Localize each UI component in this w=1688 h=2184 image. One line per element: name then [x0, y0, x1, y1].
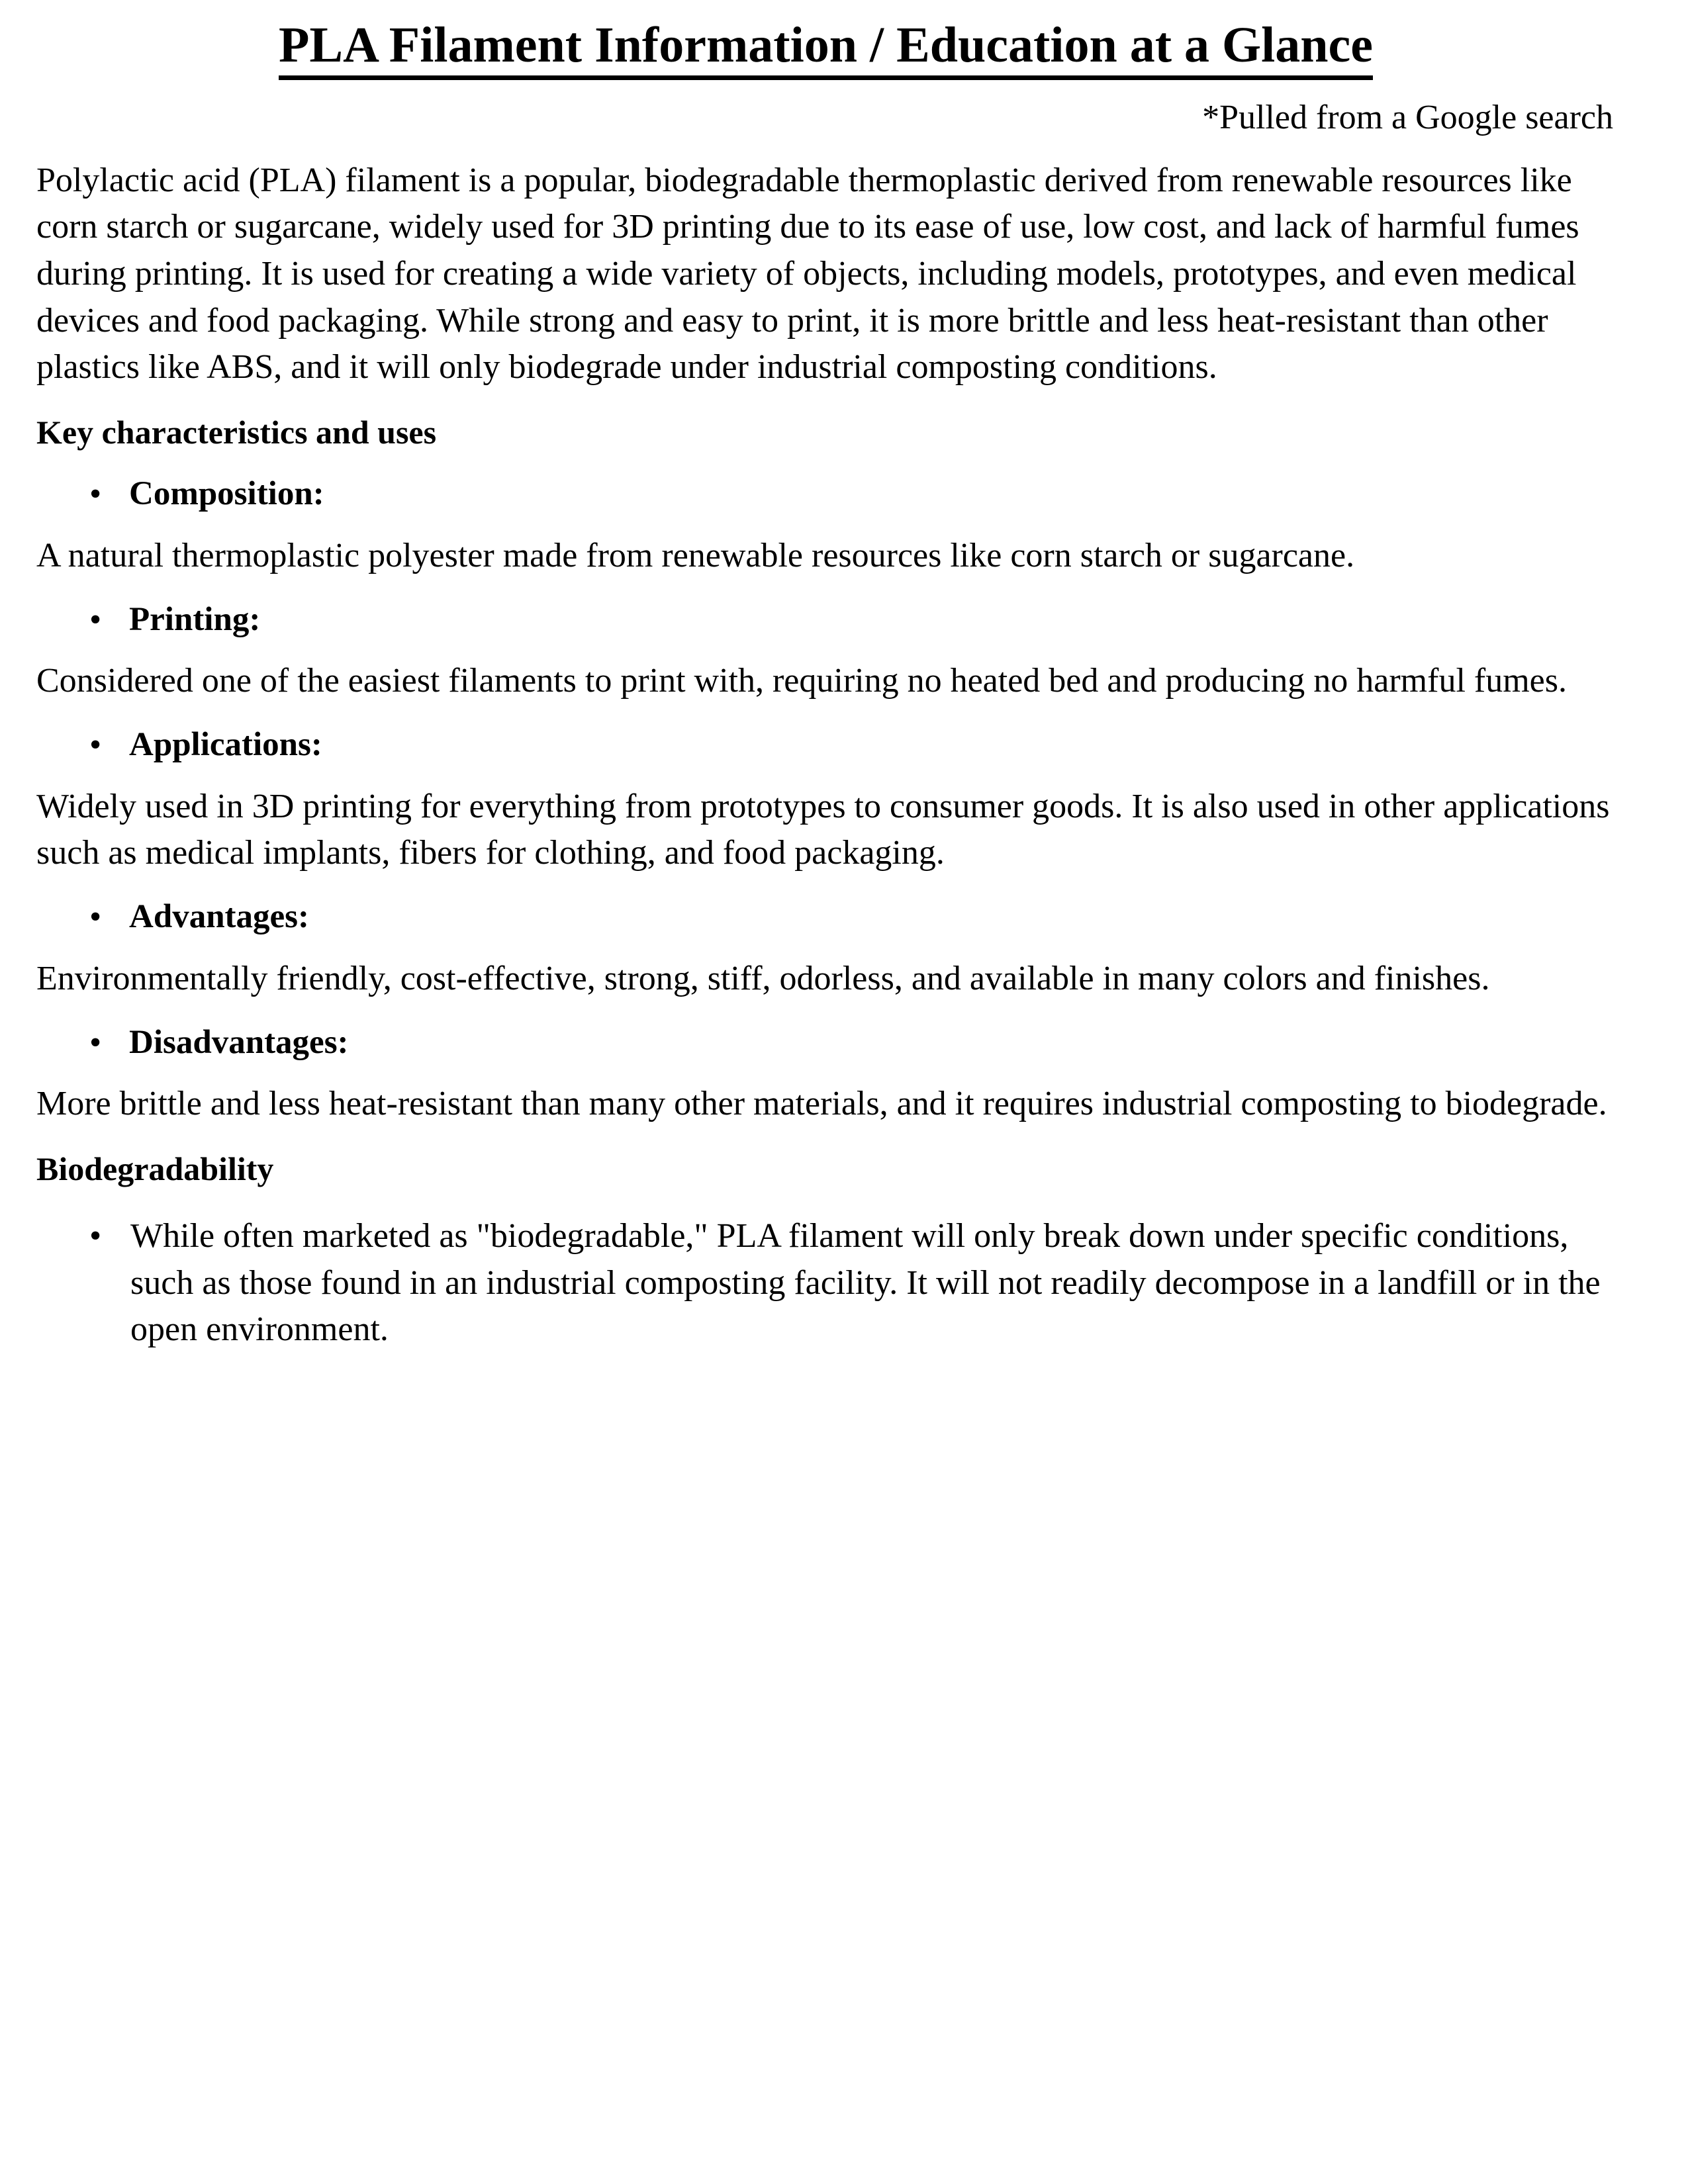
list-item-label: Advantages: [129, 898, 310, 936]
bullet-icon: • [89, 1023, 102, 1062]
bullet-icon: • [89, 600, 102, 639]
page-title [36, 0, 1615, 73]
list-item-body: Environmentally friendly, cost-effective, strong, stiff, odorless, and available in many colors and finishes. [36, 959, 1490, 997]
list-item-label: Printing: [129, 600, 261, 638]
list-item-body: While often marketed as "biodegradable," PLA filament will only break down under specific conditions, such as those found in an industrial composting facility. It will not readily decompose in a landfill or in the open environment. [130, 1217, 1601, 1349]
section-heading-biodegradability: Biodegradability [36, 1150, 274, 1187]
list-item [36, 877, 1615, 941]
list-item [36, 1191, 1615, 1353]
section-heading-key-characteristics: Key characteristics and uses [36, 414, 437, 451]
list-item [36, 580, 1615, 644]
bullet-icon: • [89, 475, 102, 514]
list-item-label: Disadvantages: [129, 1023, 349, 1061]
source-note: *Pulled from a Google search [1202, 99, 1613, 137]
intro-paragraph: Polylactic acid (PLA) filament is a popular, biodegradable thermoplastic derived from renewable resources like corn starch or sugarcane, widely used for 3D printing due to its ease of use, low cost, and lack of harmful fumes during printing. It is used for creating a wide variety of objects, including models, prototypes, and even medical devices and food packaging. While strong and easy to print, it is more brittle and less heat-resistant than other plastics like ABS, and it will only biodegrade under industrial composting conditions. [36, 161, 1579, 387]
list-item-label: Applications: [129, 725, 322, 763]
list-item-body: A natural thermoplastic polyester made from renewable resources like corn starch or sugarcane. [36, 536, 1355, 574]
list-item-body: Widely used in 3D printing for everything from prototypes to consumer goods. It is also used in other applications such as medical implants, fibers for clothing, and food packaging. [36, 787, 1610, 872]
bullet-icon: • [89, 1217, 102, 1255]
list-item [36, 1003, 1615, 1067]
list-item [36, 454, 1615, 518]
bullet-icon: • [89, 898, 102, 936]
page-title-text: PLA Filament Information / Education at a Glance [279, 17, 1373, 80]
list-item-body: More brittle and less heat-resistant than many other materials, and it requires industrial composting to biodegrade. [36, 1085, 1607, 1123]
list-item [36, 705, 1615, 769]
list-item-label: Composition: [129, 475, 324, 513]
list-item-body: Considered one of the easiest filaments to print with, requiring no heated bed and producing no harmful fumes. [36, 662, 1567, 700]
bullet-icon: • [89, 725, 102, 764]
